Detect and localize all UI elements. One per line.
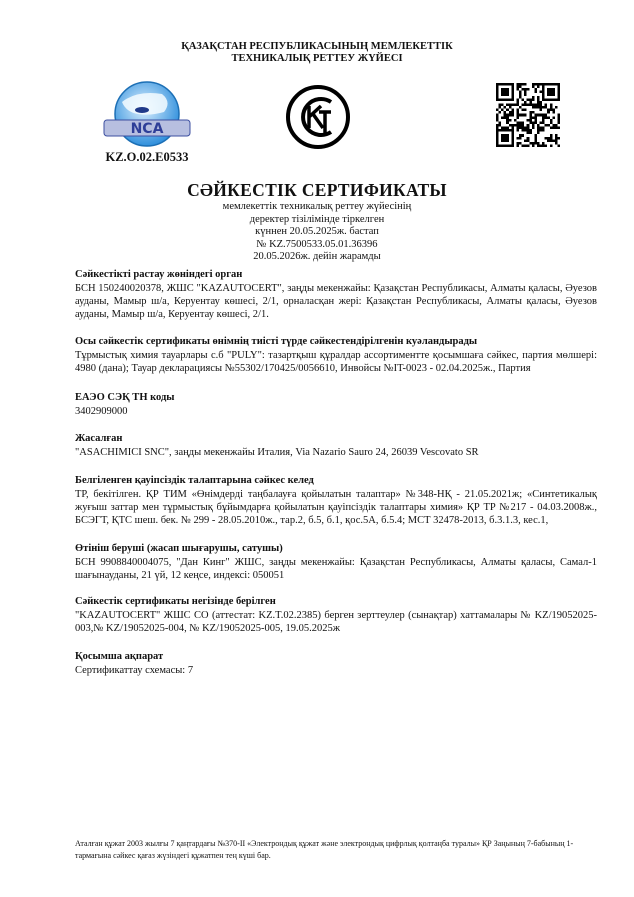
section-heading: Сәйкестік сертификаты негізінде берілген: [75, 596, 276, 607]
nca-logo: [102, 80, 192, 152]
section-heading: Өтініш беруші (жасап шығарушы, сатушы): [75, 543, 283, 554]
section-text: ТР, бекітілген. ҚР ТИМ «Өнімдерді таңбалауға қойылатын талаптар» №348-НҚ - 21.05.2021ж; «Синтетикалық жуғыш заттар мен тұрмыстық бұйымдарға қойылатын қауіпсіздік талаптары химия» ҚР ТР №217 - 04.03.2008ж., БСЭГТ, ҚТС шеш. бек. № 299 - 28.05.2010ж., тар.2, б.5, б.1, қос.5А, б.5.4; МСТ 32478-2013, б.3.1.3, кес.1,: [75, 489, 597, 527]
section-text: БСН 150240020378, ЖШС "KAZAUTOCERT", заңды мекенжайы: Қазақстан Республикасы, Алматы қаласы, Әуезов ауданы, Мамыр ш/а, Керуентау көшесі, 2/1, орналасқан жері: Қазақстан Республикасы, Алматы қаласы, Әуезов ауданы, Мамыр ш/а, Керуентау көшесі, 2/1.: [75, 283, 597, 321]
section-text: "ASACHIMICI SNC", заңды мекенжайы Италия, Via Nazario Sauro 24, 26039 Vescovato SR: [75, 447, 479, 458]
subtitle-line: күннен 20.05.2025ж. бастап: [255, 226, 379, 238]
section-certification-body: [75, 268, 597, 322]
section-additional-info: [75, 650, 597, 677]
accreditation-code: KZ.O.02.E0533: [105, 150, 189, 164]
section-heading: Қосымша ақпарат: [75, 651, 164, 662]
section-text: Сертификаттау схемасы: 7: [75, 665, 194, 676]
qr-code[interactable]: [496, 82, 560, 148]
subtitle-line: деректер тізілімінде тіркелген: [249, 213, 385, 225]
section-text: Тұрмыстық химия тауарлары с.б "PULY": тазартқыш құралдар ассортиментте қосымшаға сәйкес, партия мөлшері: 4980 (дана); Тауар декларациясы №55302/170425/0056610, Инвойсы №IT-0023 - 02.04.2025ж., Партия: [75, 350, 597, 375]
section-manufacturer: [75, 432, 597, 459]
section-heading: Жасалған: [75, 433, 123, 444]
valid-until: 20.05.2026ж. дейін жарамды: [253, 251, 381, 263]
section-requirements: [75, 474, 597, 528]
section-heading: Сәйкестікті растау жөніндегі орган: [75, 269, 243, 280]
legal-footer: Аталған құжат 2003 жылғы 7 қаңтардағы №370-ІІ «Электрондық құжат және электрондық цифрлық қолтаңба туралы» ҚР Заңының 7-бабының 1-тармағына сәйкес қағаз жүзіндегі құжатпен тең күші бар.: [75, 839, 574, 860]
certificate-number: № KZ.7500533.05.01.36396: [256, 238, 378, 250]
kt-conformity-mark-icon: [285, 84, 351, 150]
section-basis: [75, 595, 597, 635]
header-line-1: ҚАЗАҚСТАН РЕСПУБЛИКАСЫНЫҢ МЕМЛЕКЕТТІК: [181, 41, 453, 52]
nca-logo-text: NCA: [130, 121, 164, 137]
section-text: "KAZAUTOCERT" ЖШС СО (аттестат: KZ.T.02.2385) берген зерттеулер (сынақтар) хаттамалары № KZ/19052025-003,№ KZ/19052025-004, № KZ/19052025-005, 19.05.2025ж: [75, 610, 597, 635]
section-text: 3402909000: [75, 406, 128, 417]
section-text: БСН 9908840004075, "Дан Кинг" ЖШС, заңды мекенжайы: Қазақстан Республикасы, Алматы қаласы, Самал-1 шағынауданы, 21 үй, 12 кеңсе, индексі: 050051: [75, 557, 597, 582]
section-product: [75, 335, 597, 375]
section-heading: ЕАЭО СЭҚ ТН коды: [75, 392, 175, 403]
subtitle-line: мемлекеттік техникалық реттеу жүйесінің: [222, 201, 412, 212]
header-line-2: ТЕХНИКАЛЫҚ РЕТТЕУ ЖҮЙЕСІ: [231, 53, 403, 64]
section-heading: Белгіленген қауіпсіздік талаптарына сәйкес келед: [75, 475, 314, 486]
section-applicant: [75, 542, 597, 582]
certificate-subtitle: [0, 201, 634, 264]
section-heading: Осы сәйкестік сертификаты өнімнің тиісті түрде сәйкестендірілгенін куәландырады: [75, 336, 478, 347]
section-hs-code: [75, 391, 597, 418]
certificate-title: СӘЙКЕСТІК СЕРТИФИКАТЫ: [187, 180, 447, 200]
